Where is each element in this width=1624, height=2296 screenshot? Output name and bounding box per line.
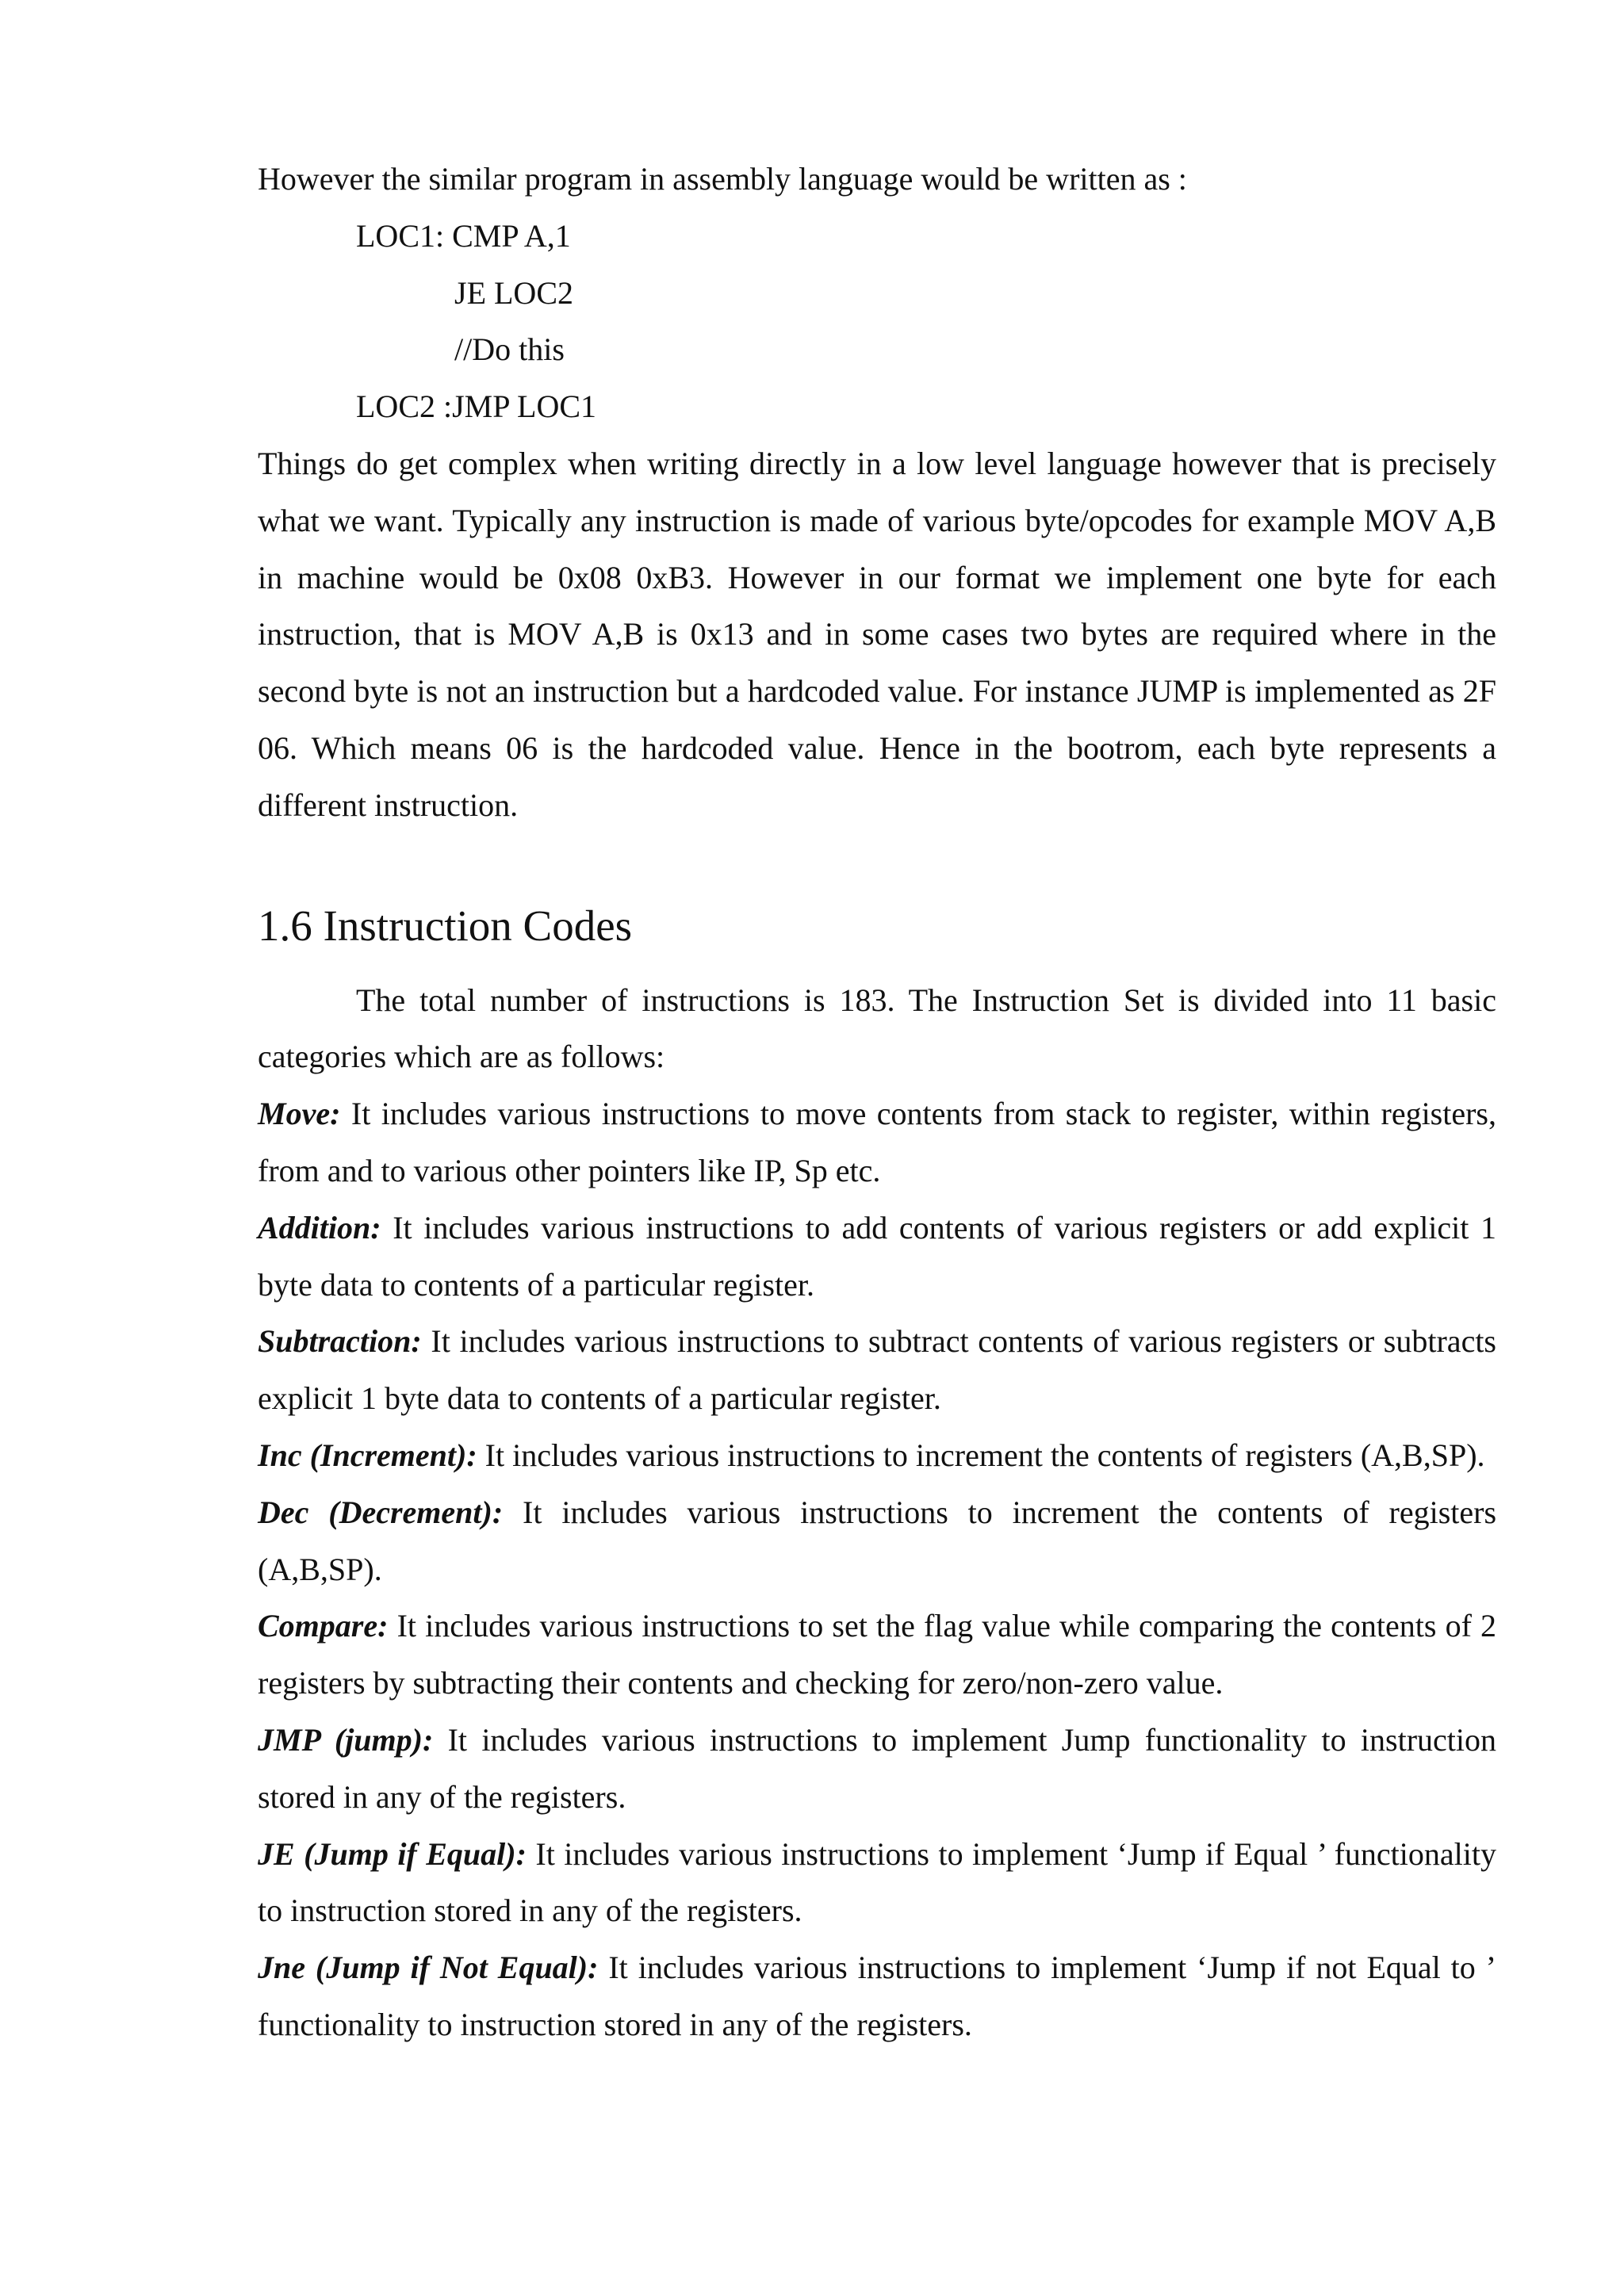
category-addition [258, 1200, 1496, 1314]
category-jump-if-equal [258, 1826, 1496, 1940]
category-term: Subtraction: [258, 1323, 422, 1360]
category-term: JE (Jump if Equal): [258, 1835, 527, 1872]
category-term: Jne (Jump if Not Equal): [258, 1950, 599, 1986]
category-jump-if-not-equal [258, 1939, 1496, 2053]
section-lead-paragraph: The total number of instructions is 183. The Instruction Set is divided into 11 basic categories which are as follows: [258, 982, 1496, 1075]
category-move [258, 1085, 1496, 1200]
category-description: It includes various instructions to implement ‘Jump if Equal ’ functionality to instruction stored in any of the registers. [258, 1835, 1496, 1929]
category-description: It includes various instructions to increment the contents of registers (A,B,SP). [258, 1494, 1497, 1587]
category-term: Inc (Increment): [258, 1437, 477, 1473]
code-line: JE LOC2 [454, 274, 573, 311]
category-jump [258, 1712, 1496, 1826]
category-subtraction [258, 1313, 1496, 1427]
category-decrement [258, 1484, 1496, 1598]
category-description: It includes various instructions to move contents from stack to register, within registers, from and to various other pointers like IP, Sp etc. [258, 1096, 1497, 1188]
assembly-code-block [258, 208, 1496, 435]
code-line: LOC1: CMP A,1 [356, 217, 571, 254]
code-line: //Do this [454, 331, 565, 368]
code-line: LOC2 :JMP LOC1 [356, 388, 597, 425]
category-term: Dec (Decrement): [258, 1494, 504, 1530]
category-compare [258, 1598, 1496, 1712]
category-description: It includes various instructions to subtract contents of various registers or subtracts explicit 1 byte data to contents of a particular register. [258, 1323, 1496, 1417]
section-heading: 1.6 Instruction Codes [258, 901, 633, 950]
category-increment [258, 1427, 1496, 1484]
category-description: It includes various instructions to implement Jump functionality to instruction stored in any of the registers. [258, 1721, 1496, 1815]
intro-text: However the similar program in assembly language would be written as : [258, 161, 1187, 197]
category-term: Move: [258, 1096, 341, 1132]
category-description: It includes various instructions to set the flag value while comparing the contents of 2 registers by subtracting their contents and checking for zero/non-zero value. [258, 1608, 1497, 1701]
category-term: Addition: [258, 1209, 381, 1246]
explanation-paragraph: Things do get complex when writing directly in a low level language however that is precisely what we want. Typically any instruction is made of various byte/opcodes for example MOV A,B in machine would be 0x08 0xB3. However in our format we implement one byte for each instruction, that is MOV A,B is 0x13 and in some cases two bytes are required where in the second byte is not an instruction but a hardcoded value. For instance JUMP is implemented as 2F 06. Which means 06 is the hardcoded value. Hence in the bootrom, each byte represents a different instruction. [258, 445, 1496, 823]
category-description: It includes various instructions to add contents of various registers or add explicit 1 byte data to contents of a particular register. [258, 1209, 1497, 1303]
category-description: It includes various instructions to increment the contents of registers (A,B,SP). [485, 1437, 1485, 1473]
document-page [258, 151, 1496, 2053]
category-description: It includes various instructions to implement ‘Jump if not Equal to ’ functionality to instruction stored in any of the registers. [258, 1950, 1496, 2042]
category-term: Compare: [258, 1608, 389, 1644]
category-term: JMP (jump): [258, 1721, 434, 1758]
